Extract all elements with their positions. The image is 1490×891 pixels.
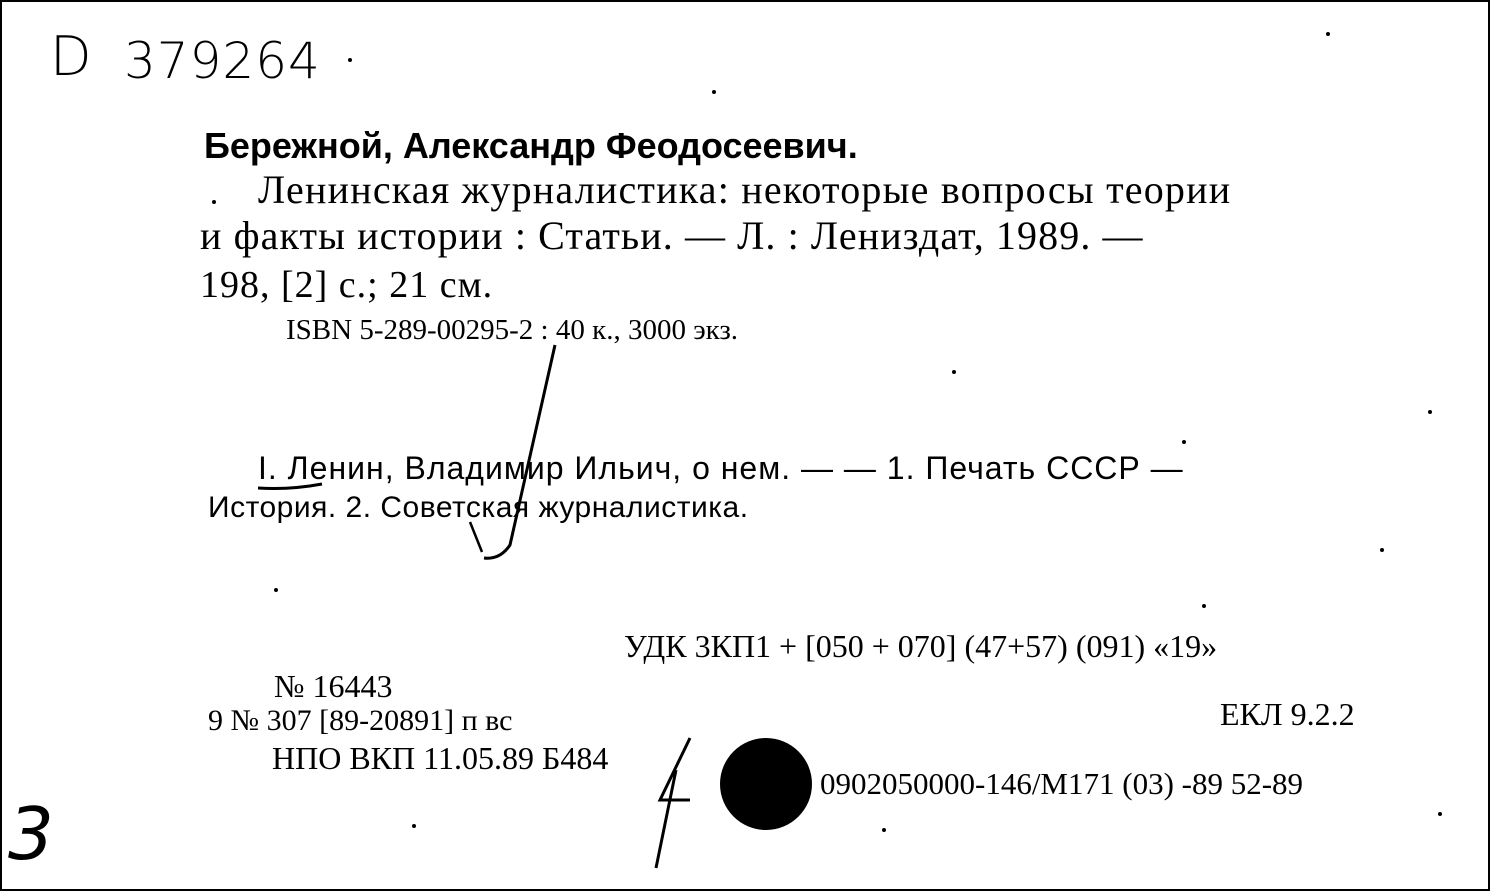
scan-speck <box>1326 32 1330 36</box>
author-heading: Бережной, Александр Феодосеевич. <box>204 125 858 166</box>
scan-speck <box>1202 604 1206 608</box>
scan-speck <box>212 200 216 204</box>
record-number: № 16443 <box>274 668 393 704</box>
scan-speck <box>1438 812 1442 816</box>
production-code: 0902050000-146/М171 (03) -89 52-89 <box>820 766 1304 801</box>
scan-speck <box>1182 440 1186 444</box>
black-dot-marker <box>720 738 812 830</box>
handwritten-digit: 3 <box>8 792 55 876</box>
scan-speck <box>1380 548 1384 552</box>
title-line-2: и факты истории : Статьи. — Л. : Лениздат, 1989. — <box>200 213 1144 258</box>
scan-speck <box>412 824 416 828</box>
title-line-1: Ленинская журналистика: некоторые вопросы теории <box>258 167 1232 212</box>
publisher-line: НПО ВКП 11.05.89 Б484 <box>272 740 609 776</box>
call-number: 379264 <box>124 32 321 90</box>
subjects-line-2: История. 2. Советская журналистика. <box>208 491 749 524</box>
subjects-line-1: I. Ленин, Владимир Ильич, о нем. — — 1. Печать СССР — <box>258 450 1184 486</box>
pages-line: 198, [2] с.; 21 см. <box>200 264 494 306</box>
scan-speck <box>882 828 886 832</box>
isbn-line: ISBN 5-289-00295-2 : 40 к., 3000 экз. <box>286 314 739 346</box>
scan-speck <box>1428 410 1432 414</box>
handwritten-d-mark: D <box>50 25 93 88</box>
order-line: 9 № 307 [89-20891] п вс <box>208 704 513 737</box>
ekl-line: ЕКЛ 9.2.2 <box>1220 696 1355 732</box>
scan-speck <box>274 588 278 592</box>
udc-line: УДК 3КП1 + [050 + 070] (47+57) (091) «19» <box>624 628 1218 664</box>
scan-speck <box>952 370 956 374</box>
scan-speck <box>712 90 716 94</box>
scan-speck <box>348 58 352 62</box>
